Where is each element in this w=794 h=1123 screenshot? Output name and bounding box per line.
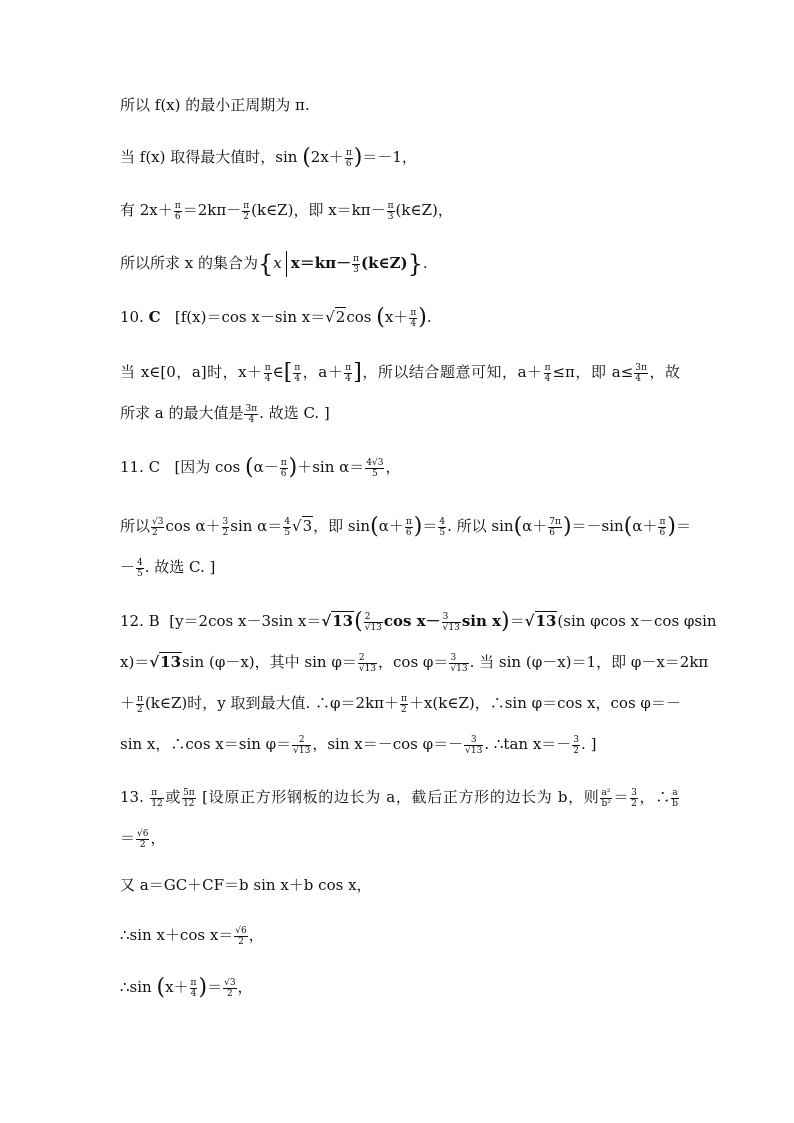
denominator: 2 (222, 527, 229, 538)
denominator: √13 (358, 663, 377, 674)
answer-letter: B (148, 612, 160, 630)
text: (k∈Z)，即 x＝kπ－ (251, 201, 386, 219)
text: ＋sin α＝ (297, 458, 365, 476)
numerator: π (401, 693, 407, 704)
fraction (136, 694, 144, 715)
text: x＝kπ－ (290, 254, 352, 272)
text: [f(x)＝cos x－sin x＝ (174, 308, 326, 326)
text: ， (385, 458, 401, 476)
left-paren: ( (623, 514, 633, 539)
numerator: π (280, 457, 287, 468)
text: ＝2kπ－ (182, 201, 242, 219)
right-paren: ) (413, 514, 423, 539)
numerator: π (405, 516, 412, 527)
fraction (634, 363, 648, 384)
denominator: 4 (264, 373, 271, 384)
right-paren: ) (353, 145, 363, 170)
numerator: 3 (449, 653, 468, 664)
numerator: π (150, 788, 163, 799)
numerator: 3 (573, 734, 580, 745)
text: x＋ (384, 308, 409, 326)
numerator: a (672, 787, 678, 798)
denominator: 6 (549, 527, 556, 538)
line-q11-answer (120, 552, 680, 584)
numerator: π (243, 200, 250, 211)
numerator: 3π (635, 362, 647, 373)
right-paren: ) (501, 609, 510, 634)
fraction (544, 363, 552, 384)
line-max-condition (120, 142, 680, 174)
denominator: 2 (631, 798, 637, 809)
denominator: 12 (151, 798, 163, 809)
line-q11 (120, 452, 680, 484)
radicand: 3 (302, 517, 313, 535)
numerator: π (410, 307, 417, 318)
denominator: 6 (345, 158, 352, 169)
text: (sin φcos x－cos φsin (557, 612, 717, 630)
left-paren: ( (302, 145, 311, 170)
text: α＋ (522, 517, 548, 535)
text: 所以 f(x) 的最小正周期为 π. (120, 96, 310, 114)
line-q13 (120, 782, 680, 814)
denominator: 4 (248, 414, 255, 425)
text: 所以所求 x 的集合为 (120, 254, 258, 272)
numerator: 4 (284, 516, 291, 527)
text: 所以 (120, 517, 151, 535)
sqrt: √3 (292, 517, 313, 535)
text: 所求 a 的最大值是 (120, 404, 244, 422)
denominator: 4 (294, 373, 301, 384)
text: ， (248, 926, 264, 944)
text: ，∴ (638, 788, 671, 806)
fraction (280, 458, 288, 479)
text: cos (346, 308, 372, 326)
line-solve-x (120, 195, 680, 227)
left-paren: ( (354, 609, 363, 634)
numerator: π (174, 200, 181, 211)
numerator: 7π (549, 516, 561, 527)
numerator: √6 (137, 828, 149, 839)
text: ∴sin (120, 978, 152, 996)
denominator: 2 (226, 988, 233, 999)
text: α＋ (378, 517, 404, 535)
fraction (630, 788, 638, 809)
text: ＝ (422, 517, 438, 535)
text: sin α＝ (230, 517, 283, 535)
numerator: √6 (235, 925, 247, 936)
fraction (344, 363, 352, 384)
denominator: 6 (280, 468, 287, 479)
fraction (358, 653, 377, 674)
numerator: π (345, 362, 352, 373)
numerator: 4√3 (366, 457, 384, 468)
text: x)＝ (120, 653, 150, 671)
text: α＋ (632, 517, 658, 535)
text: . 故选 C. ] (259, 404, 330, 422)
text: 当 f(x) 取得最大值时，sin (120, 148, 298, 166)
text: cos x－ (383, 612, 441, 630)
sqrt: √13 (524, 612, 557, 630)
line-q13-sum (120, 920, 680, 952)
numerator: 2 (358, 653, 377, 664)
line-q12-max (120, 688, 680, 720)
numerator: 3π (245, 403, 258, 414)
sqrt: √13 (321, 612, 354, 630)
radicand: 13 (332, 612, 354, 630)
text: sin (φ－x)，其中 sin φ＝ (182, 653, 357, 671)
denominator: b (672, 798, 678, 809)
text: ＝ (207, 978, 223, 996)
denominator: 2 (573, 745, 580, 756)
denominator: 3 (387, 211, 394, 222)
line-q12-answer (120, 729, 680, 761)
denominator: 2 (139, 839, 146, 850)
text: ，cos φ＝ (378, 653, 449, 671)
text: [y＝2cos x－3sin x＝ (169, 612, 322, 630)
denominator: √13 (293, 745, 311, 756)
fraction (405, 517, 413, 538)
fraction (136, 558, 144, 579)
line-solution-set (120, 248, 680, 280)
numerator: π (264, 362, 271, 373)
numerator: 3 (222, 516, 229, 527)
line-period (120, 90, 680, 122)
fraction (548, 517, 562, 538)
denominator: 5 (372, 468, 378, 479)
set-bar (286, 251, 287, 277)
numerator: 3 (631, 787, 637, 798)
text: 有 2x＋ (120, 201, 173, 219)
fraction (658, 517, 666, 538)
fraction (572, 735, 580, 756)
text: ∈ (272, 363, 284, 381)
text: ＝－1， (362, 148, 417, 166)
denominator: √13 (442, 622, 460, 633)
text: 又 a＝GC＋CF＝b sin x＋b cos x， (120, 876, 372, 894)
fraction (182, 788, 196, 809)
numerator: π (387, 200, 394, 211)
text: ，所以结合题意可知，a＋ (361, 363, 543, 381)
radicand: 13 (535, 612, 557, 630)
denominator: 2 (238, 936, 244, 947)
radicand: 13 (160, 653, 182, 671)
numerator: 5π (183, 787, 195, 798)
denominator: 5 (439, 527, 446, 538)
fraction (365, 458, 384, 479)
numerator: π (345, 147, 352, 158)
fraction (264, 363, 272, 384)
line-q10 (120, 302, 680, 334)
denominator: 4 (345, 373, 352, 384)
text: (k∈Z)， (395, 201, 453, 219)
fraction (345, 148, 353, 169)
text: ， (150, 829, 166, 847)
left-paren: ( (156, 975, 166, 1000)
numerator: 4 (439, 516, 446, 527)
denominator: √13 (364, 622, 382, 633)
denominator: 2 (137, 704, 143, 715)
text: ＝ (675, 517, 691, 535)
question-number: 12. (120, 612, 144, 630)
fraction (400, 694, 408, 715)
left-paren: ( (513, 514, 523, 539)
numerator: π (190, 977, 197, 988)
fraction (150, 788, 163, 809)
text: ＋ (120, 694, 136, 712)
denominator: 6 (174, 211, 181, 222)
text: . 所以 sin (447, 517, 514, 535)
fraction (136, 829, 149, 850)
text: . 当 sin (φ－x)＝1，即 φ－x＝2kπ (469, 653, 709, 671)
denominator: b² (601, 798, 611, 809)
line-q12 (120, 606, 717, 638)
text: ＝ (612, 788, 630, 806)
fraction (409, 308, 417, 329)
fraction (151, 517, 164, 538)
denominator: 6 (405, 527, 412, 538)
denominator: 5 (137, 568, 143, 579)
numerator: π (294, 362, 301, 373)
text: [设原正方形钢板的边长为 a，截后正方形的边长为 b，则 (202, 788, 600, 806)
line-q12-phi (120, 647, 709, 679)
text: ＋x(k∈Z)，∴sin φ＝cos x，cos φ＝－ (408, 694, 681, 712)
fraction (352, 254, 360, 275)
left-bracket: [ (283, 360, 293, 385)
denominator: 4 (190, 988, 197, 999)
numerator: π (353, 253, 359, 264)
text: 2x＋ (310, 148, 344, 166)
numerator: 3 (442, 612, 461, 623)
right-brace: } (407, 250, 423, 278)
question-number: 13. (120, 788, 144, 806)
text: ，故 (648, 363, 680, 381)
text: . ∴tan x＝－ (484, 735, 572, 753)
fraction (222, 517, 230, 538)
left-paren: ( (376, 305, 385, 330)
line-q13-ratio (120, 823, 680, 855)
sqrt: √13 (149, 653, 182, 671)
fraction (671, 788, 679, 809)
right-bracket: ] (353, 360, 362, 385)
denominator: 3 (353, 264, 359, 275)
numerator: 2 (292, 735, 311, 746)
fraction (464, 735, 483, 756)
fraction (234, 926, 247, 947)
denominator: 4 (635, 373, 642, 384)
denominator: 4 (544, 373, 551, 384)
text: ＝－sin (571, 517, 624, 535)
numerator: 4 (137, 557, 143, 568)
text: . (422, 254, 428, 272)
left-paren: ( (244, 455, 254, 480)
text: (k∈Z) (361, 254, 408, 272)
sqrt: √2 (325, 308, 346, 326)
text: － (120, 558, 136, 576)
right-paren: ) (667, 514, 676, 539)
text: ∴sin x＋cos x＝ (120, 926, 234, 944)
numerator: π (659, 516, 666, 527)
text: x＋ (165, 978, 189, 996)
fraction (244, 404, 258, 425)
text: 当 x∈[0，a]时，x＋ (120, 363, 263, 381)
fraction (292, 735, 311, 756)
text: . (426, 308, 432, 326)
radicand: 2 (335, 308, 346, 326)
text: (k∈Z)时，y 取到最大值. ∴φ＝2kπ＋ (144, 694, 400, 712)
text: ， (237, 978, 253, 996)
text: 或 (164, 788, 182, 806)
line-q10-range (120, 357, 680, 389)
numerator: 3 (464, 735, 483, 746)
left-paren: ( (370, 514, 379, 539)
text: . 故选 C. ] (144, 558, 216, 576)
numerator: √3 (152, 516, 164, 527)
fraction (174, 201, 182, 222)
fraction (190, 978, 198, 999)
right-paren: ) (418, 305, 427, 330)
numerator: π (137, 693, 143, 704)
question-number: 11. (120, 458, 144, 476)
left-brace: { (258, 250, 274, 278)
fraction (449, 653, 468, 674)
numerator: 2 (364, 612, 383, 623)
denominator: 5 (284, 527, 291, 538)
text: . ] (581, 735, 597, 753)
fraction (223, 978, 236, 999)
right-paren: ) (562, 514, 572, 539)
text: x (273, 254, 282, 272)
text: ，sin x＝－cos φ＝－ (312, 735, 464, 753)
denominator: 2 (152, 527, 158, 538)
fraction (438, 517, 446, 538)
text: ＝ (120, 829, 136, 847)
denominator: 2 (243, 211, 250, 222)
denominator: √13 (450, 663, 468, 674)
denominator: √13 (465, 745, 483, 756)
line-q13-side (120, 870, 680, 902)
answer-letter: C (148, 458, 161, 476)
fraction (387, 201, 395, 222)
denominator: 2 (401, 704, 407, 715)
text: cos α＋ (165, 517, 221, 535)
denominator: 6 (659, 527, 666, 538)
fraction (600, 788, 611, 809)
fraction (442, 612, 461, 633)
text: sin x，∴cos x＝sin φ＝ (120, 735, 292, 753)
line-q13-sin (120, 972, 680, 1004)
denominator: 12 (183, 798, 195, 809)
text: [因为 cos (174, 458, 241, 476)
question-number: 10. (120, 308, 144, 326)
right-paren: ) (198, 975, 208, 1000)
fraction (293, 363, 301, 384)
denominator: 4 (410, 318, 417, 329)
line-q11-steps (120, 511, 691, 543)
answer-letter: C (148, 308, 161, 326)
text: sin x (461, 612, 502, 630)
fraction (242, 201, 250, 222)
numerator: √3 (224, 977, 236, 988)
text: ，即 sin (313, 517, 371, 535)
text: ，a＋ (302, 363, 344, 381)
text: ≤π，即 a≤ (552, 363, 634, 381)
text: ＝ (509, 612, 525, 630)
fraction (364, 612, 383, 633)
numerator: a² (601, 787, 611, 798)
fraction (283, 517, 291, 538)
numerator: π (544, 362, 551, 373)
line-q10-answer (120, 398, 680, 430)
right-paren: ) (288, 455, 298, 480)
text: α－ (253, 458, 279, 476)
